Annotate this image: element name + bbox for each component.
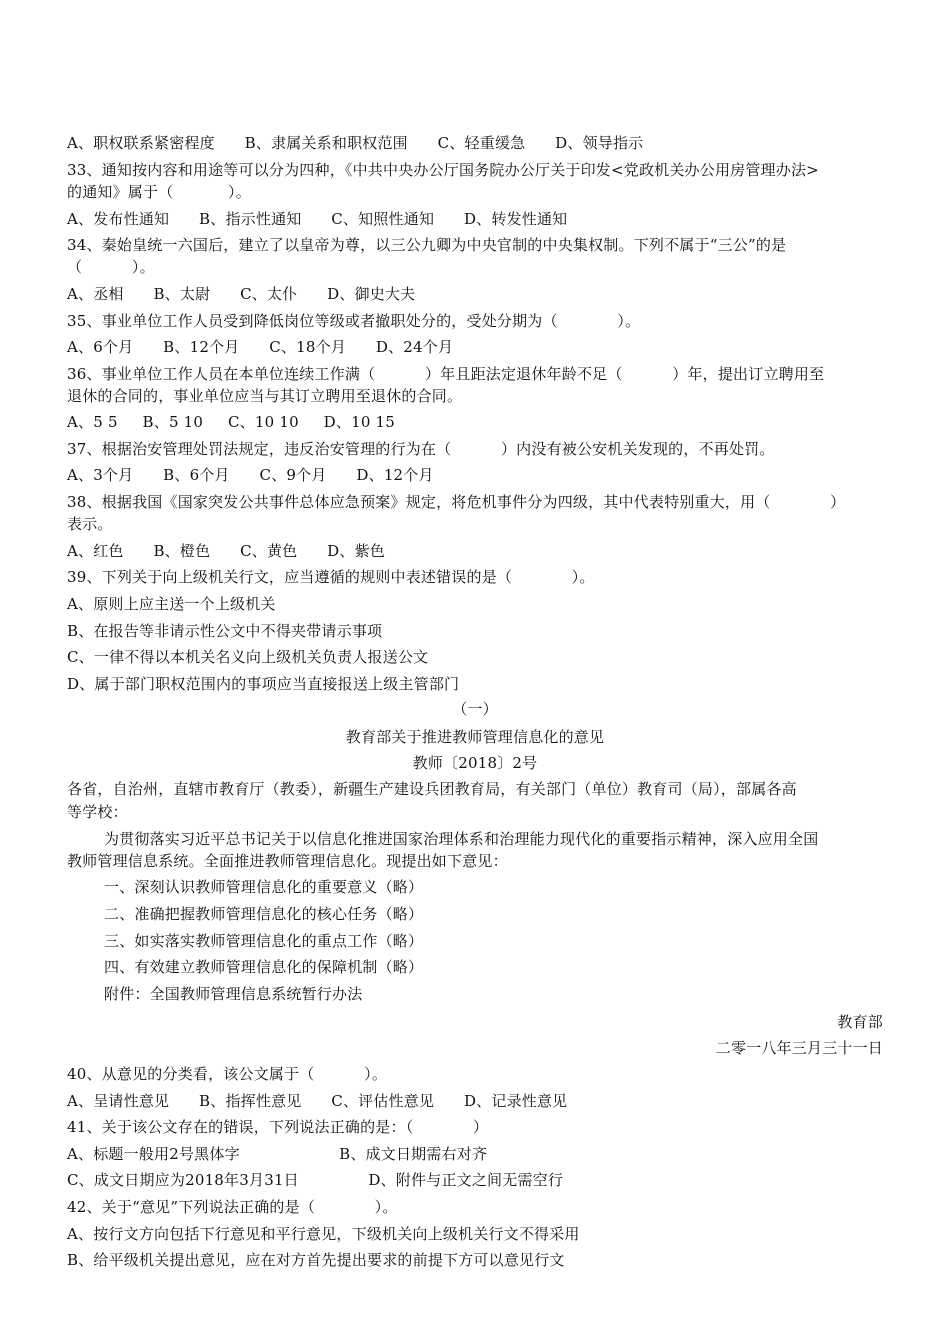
q35-options: A、6个月 B、12个月 C、18个月 D、24个月 bbox=[67, 338, 454, 356]
q39-option-c: C、一律不得以本机关名义向上级机关负责人报送公文 bbox=[67, 648, 429, 666]
q42-stem: 42、关于“意见”下列说法正确的是（ ）。 bbox=[67, 1198, 398, 1216]
q41-options-ab: A、标题一般用2号黑体字 B、成文日期需右对齐 bbox=[67, 1145, 488, 1163]
q40-options: A、呈请性意见 B、指挥性意见 C、评估性意见 D、记录性意见 bbox=[67, 1092, 568, 1110]
q33-options: A、发布性通知 B、指示性通知 C、知照性通知 D、转发性通知 bbox=[67, 210, 568, 228]
doc-title: 教育部关于推进教师管理信息化的意见 bbox=[345, 728, 605, 746]
q39-option-a: A、原则上应主送一个上级机关 bbox=[67, 595, 276, 613]
doc-recipients: 各省，自治州，直辖市教育厅（教委），新疆生产建设兵团教育局，有关部门（单位）教育司（局），部属各高 bbox=[67, 780, 797, 798]
doc-recipients-cont: 等学校： bbox=[67, 803, 128, 821]
q32-options: A、职权联系紧密程度 B、隶属关系和职权范围 C、轻重缓急 D、领导指示 bbox=[67, 134, 644, 152]
q34-stem: 34、秦始皇统一六国后，建立了以皇帝为尊，以三公九卿为中央官制的中央集权制。下列不属于“三公”的是 bbox=[67, 236, 787, 254]
q42-option-a: A、按行文方向包括下行意见和平行意见，下级机关向上级机关行文不得采用 bbox=[67, 1225, 580, 1243]
section-marker: （一） bbox=[452, 700, 498, 718]
q42-option-b: B、给平级机关提出意见，应在对方首先提出要求的前提下方可以意见行文 bbox=[67, 1251, 565, 1269]
q41-stem: 41、关于该公文存在的错误，下列说法正确的是：（ ） bbox=[67, 1118, 489, 1136]
q35-stem: 35、事业单位工作人员受到降低岗位等级或者撤职处分的，受处分期为（ ）。 bbox=[67, 312, 641, 330]
doc-body-para-cont: 教师管理信息系统。全面推进教师管理信息化。现提出如下意见： bbox=[67, 852, 508, 870]
doc-body-para: 为贯彻落实习近平总书记关于以信息化推进国家治理体系和治理能力现代化的重要指示精神，深入应用全国 bbox=[104, 830, 819, 848]
doc-date: 二零一八年三月三十一日 bbox=[715, 1039, 883, 1057]
q34-stem-cont: （ ）。 bbox=[67, 258, 155, 276]
q38-stem-cont: 表示。 bbox=[67, 515, 113, 533]
doc-number: 教师〔2018〕2号 bbox=[412, 754, 538, 772]
q33-stem: 33、通知按内容和用途等可以分为四种，《中共中央办公厅国务院办公厅关于印发<党政机关办公用房管理办法> bbox=[67, 161, 819, 179]
q33-stem-cont: 的通知》属于（ ）。 bbox=[67, 183, 251, 201]
q39-option-d: D、属于部门职权范围内的事项应当直接报送上级主管部门 bbox=[67, 675, 460, 693]
q36-stem-cont: 退休的合同的，事业单位应当与其订立聘用至退休的合同。 bbox=[67, 387, 463, 405]
q39-stem: 39、下列关于向上级机关行文，应当遵循的规则中表述错误的是（ ）。 bbox=[67, 568, 595, 586]
doc-attachment: 附件：全国教师管理信息系统暂行办法 bbox=[104, 985, 363, 1003]
q37-stem: 37、根据治安管理处罚法规定，违反治安管理的行为在（ ）内没有被公安机关发现的，不再处罚。 bbox=[67, 440, 775, 458]
q40-stem: 40、从意见的分类看，该公文属于（ ）。 bbox=[67, 1065, 388, 1083]
doc-item-1: 一、深刻认识教师管理信息化的重要意义（略） bbox=[104, 878, 424, 896]
q36-options: A、5 5 B、5 10 C、10 10 D、10 15 bbox=[67, 413, 396, 431]
q38-stem: 38、根据我国《国家突发公共事件总体应急预案》规定，将危机事件分为四级，其中代表特别重大，用（ ） bbox=[67, 493, 846, 511]
doc-item-3: 三、如实落实教师管理信息化的重点工作（略） bbox=[104, 932, 424, 950]
q34-options: A、丞相 B、太尉 C、太仆 D、御史大夫 bbox=[67, 285, 416, 303]
doc-issuer: 教育部 bbox=[837, 1013, 883, 1031]
q41-options-cd: C、成文日期应为2018年3月31日 D、附件与正文之间无需空行 bbox=[67, 1171, 564, 1189]
q39-option-b: B、在报告等非请示性公文中不得夹带请示事项 bbox=[67, 622, 383, 640]
q38-options: A、红色 B、橙色 C、黄色 D、紫色 bbox=[67, 542, 385, 560]
q36-stem: 36、事业单位工作人员在本单位连续工作满（ ）年且距法定退休年龄不足（ ）年，提出订立聘用至 bbox=[67, 365, 825, 383]
doc-item-2: 二、准确把握教师管理信息化的核心任务（略） bbox=[104, 905, 424, 923]
q37-options: A、3个月 B、6个月 C、9个月 D、12个月 bbox=[67, 466, 434, 484]
doc-item-4: 四、有效建立教师管理信息化的保障机制（略） bbox=[104, 958, 424, 976]
